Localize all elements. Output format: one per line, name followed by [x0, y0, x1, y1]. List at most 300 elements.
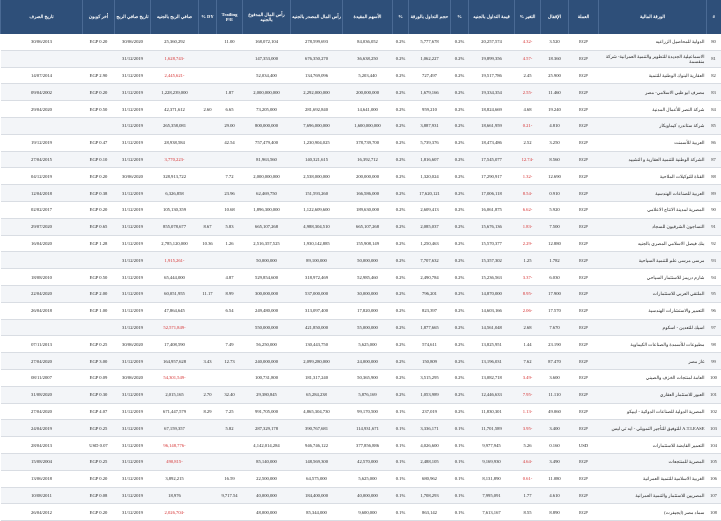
- profit-date-cell: 31/12/2019: [115, 101, 151, 118]
- table-row[interactable]: [1, 50, 721, 67]
- net-profit-cell: 28,938,584: [151, 134, 199, 151]
- volume-pct-cell: 0.2%: [393, 50, 409, 67]
- profit-date-cell: 30/06/2020: [115, 34, 151, 50]
- profit-date-cell: 31/12/2019: [115, 117, 151, 134]
- change-cell: 2.45: [515, 67, 541, 84]
- close-price-cell: 4.810: [541, 117, 569, 134]
- volume-pct-cell: 0.2%: [393, 252, 409, 269]
- header-pct2[interactable]: %: [393, 0, 409, 34]
- dy-cell: 3.43: [199, 353, 217, 370]
- change-cell: 2.52: [515, 134, 541, 151]
- paid-capital-cell: 300,000,000: [243, 285, 291, 302]
- table-row[interactable]: [1, 353, 721, 370]
- row-num: 81: [707, 50, 721, 67]
- table-row[interactable]: [1, 336, 721, 353]
- volume-pct-cell: 0.2%: [393, 201, 409, 218]
- volume-cell: 959,210: [409, 101, 451, 118]
- header-profit-date[interactable]: تاريخ صافي الربح: [115, 0, 151, 34]
- volume-cell: 2,488,105: [409, 453, 451, 470]
- last-coupon-cell: EGP 0.38: [83, 185, 115, 202]
- header-coupon-date[interactable]: تاريخ الصرف: [1, 0, 83, 34]
- trailing-pe-cell: 7.72: [217, 168, 243, 185]
- volume-cell: 1,062,227: [409, 50, 451, 67]
- dy-cell: [199, 201, 217, 218]
- volume-cell: 2,085,037: [409, 218, 451, 235]
- close-price-cell: 11.110: [541, 386, 569, 403]
- close-price-cell: 0.910: [541, 185, 569, 202]
- volume-pct-cell: 0.2%: [393, 84, 409, 101]
- change-cell: -7.95: [515, 386, 541, 403]
- paid-capital-cell: 4,142,014,284: [243, 437, 291, 454]
- issued-capital-cell: 4,988,304,510: [291, 218, 343, 235]
- volume-cell: 150,809: [409, 353, 451, 370]
- issued-capital-cell: 1,930,142,885: [291, 235, 343, 252]
- volume-pct-cell: 0.1%: [393, 470, 409, 487]
- change-cell: 7.62: [515, 353, 541, 370]
- coupon-date-cell: 26/04/2018: [1, 302, 83, 319]
- dy-cell: [199, 168, 217, 185]
- row-num: 105: [707, 453, 721, 470]
- last-coupon-cell: EGP 0.65: [83, 218, 115, 235]
- last-coupon-cell: EGP 2.00: [83, 285, 115, 302]
- listed-shares-cell: 189,630,000: [343, 201, 393, 218]
- header-trailing-pe[interactable]: Trailing P/E: [217, 0, 243, 34]
- net-profit-cell: 1,228,239,000: [151, 84, 199, 101]
- change-cell: -3.95: [515, 420, 541, 437]
- trailing-pe-cell: 6.65: [217, 101, 243, 118]
- currency-cell: EGP: [569, 235, 599, 252]
- security-name: شركة النصر للأعمال المدنية: [599, 101, 707, 118]
- profit-date-cell: 31/12/2019: [115, 437, 151, 454]
- net-profit-cell: 3,892,215: [151, 470, 199, 487]
- change-cell: -6.62: [515, 201, 541, 218]
- row-num: 89: [707, 185, 721, 202]
- table-row[interactable]: [1, 470, 721, 487]
- table-row[interactable]: [1, 420, 721, 437]
- issued-capital-cell: 134,769,096: [291, 67, 343, 84]
- table-row[interactable]: [1, 235, 721, 252]
- security-name: مطبوعات للأسمدة والصناعات الكيماوية: [599, 336, 707, 353]
- issued-capital-cell: 2,538,000,000: [291, 168, 343, 185]
- last-coupon-cell: EGP 0.20: [83, 504, 115, 521]
- trailing-pe-cell: 42.54: [217, 134, 243, 151]
- net-profit-cell: -52,571,849: [151, 319, 199, 336]
- volume-cell: 7,707,632: [409, 252, 451, 269]
- trailing-pe-cell: [217, 369, 243, 386]
- currency-cell: EGP: [569, 420, 599, 437]
- volume-pct-cell: 0.2%: [393, 353, 409, 370]
- trade-value-cell: 15,236,563: [469, 269, 515, 286]
- net-profit-cell: -1,915,261: [151, 252, 199, 269]
- close-price-cell: 11.460: [541, 84, 569, 101]
- trade-value-cell: 19,334,354: [469, 84, 515, 101]
- coupon-date-cell: 13/06/2018: [1, 470, 83, 487]
- listed-shares-cell: 200,000,000: [343, 168, 393, 185]
- net-profit-cell: 328,913,722: [151, 168, 199, 185]
- coupon-date-cell: 27/04/2015: [1, 151, 83, 168]
- trade-value-cell: 14,603,166: [469, 302, 515, 319]
- dy-cell: 8.29: [199, 403, 217, 420]
- coupon-date-cell: 28/04/2013: [1, 437, 83, 454]
- trade-pct-cell: 0.2%: [451, 369, 469, 386]
- coupon-date-cell: 09/04/2002: [1, 84, 83, 101]
- issued-capital-cell: 2,099,280,000: [291, 353, 343, 370]
- change-cell: -4.32: [515, 34, 541, 50]
- close-price-cell: 8.560: [541, 151, 569, 168]
- header-net-profit[interactable]: صافي الربح بالجنيه: [151, 0, 199, 34]
- volume-cell: 17,620,121: [409, 185, 451, 202]
- volume-pct-cell: 0.1%: [393, 453, 409, 470]
- last-coupon-cell: EGP 0.08: [83, 487, 115, 504]
- issued-capital-cell: 318,972,469: [291, 269, 343, 286]
- trade-value-cell: 17,006,118: [469, 185, 515, 202]
- table-row[interactable]: [1, 403, 721, 420]
- profit-date-cell: 31/12/2019: [115, 420, 151, 437]
- volume-pct-cell: 0.2%: [393, 285, 409, 302]
- trade-value-cell: 17,290,917: [469, 168, 515, 185]
- table-row[interactable]: [1, 185, 721, 202]
- trade-pct-cell: 0.2%: [451, 285, 469, 302]
- dy-cell: [199, 67, 217, 84]
- volume-cell: 2,609,413: [409, 201, 451, 218]
- net-profit-cell: 2,785,120,000: [151, 235, 199, 252]
- paid-capital-cell: 50,000,000: [243, 252, 291, 269]
- row-num: 98: [707, 336, 721, 353]
- dy-cell: [199, 84, 217, 101]
- issued-capital-cell: 130,443,750: [291, 336, 343, 353]
- currency-cell: EGP: [569, 504, 599, 521]
- change-cell: 8.55: [515, 504, 541, 521]
- last-coupon-cell: EGP 0.10: [83, 151, 115, 168]
- profit-date-cell: 31/12/2019: [115, 285, 151, 302]
- last-coupon-cell: [83, 117, 115, 134]
- listed-shares-cell: 14,641,000: [343, 101, 393, 118]
- change-cell: -4.64: [515, 453, 541, 470]
- table-row[interactable]: [1, 218, 721, 235]
- header-last-coupon[interactable]: أخر كوبون: [83, 0, 115, 34]
- table-row[interactable]: [1, 151, 721, 168]
- paid-capital-cell: 2,000,000,000: [243, 168, 291, 185]
- last-coupon-cell: [83, 50, 115, 67]
- table-row[interactable]: [1, 269, 721, 286]
- trailing-pe-cell: 4.87: [217, 269, 243, 286]
- security-name: الملتقي العربي للاستثمارات: [599, 285, 707, 302]
- row-num: 83: [707, 84, 721, 101]
- dy-cell: [199, 453, 217, 470]
- currency-cell: EGP: [569, 319, 599, 336]
- table-row[interactable]: [1, 504, 721, 521]
- net-profit-cell: 671,447,579: [151, 403, 199, 420]
- issued-capital-cell: 676,350,270: [291, 50, 343, 67]
- paid-capital-cell: 800,000,000: [243, 117, 291, 134]
- last-coupon-cell: EGP 0.30: [83, 386, 115, 403]
- last-coupon-cell: EGP 0.20: [83, 84, 115, 101]
- table-row[interactable]: [1, 117, 721, 134]
- net-profit-cell: 105,130,359: [151, 201, 199, 218]
- table-row[interactable]: [1, 34, 721, 50]
- net-profit-cell: 25,360,292: [151, 34, 199, 50]
- trade-value-cell: 17,545,077: [469, 151, 515, 168]
- header-dy[interactable]: DY %: [199, 0, 217, 34]
- close-price-cell: 3.400: [541, 420, 569, 437]
- row-num: 84: [707, 101, 721, 118]
- last-coupon-cell: [83, 319, 115, 336]
- last-coupon-cell: EGP 1.00: [83, 302, 115, 319]
- volume-pct-cell: 0.2%: [393, 34, 409, 50]
- net-profit-cell: -3,770,223: [151, 151, 199, 168]
- close-price-cell: 8.890: [541, 504, 569, 521]
- volume-pct-cell: 0.2%: [393, 235, 409, 252]
- trade-pct-cell: 0.2%: [451, 168, 469, 185]
- profit-date-cell: 31/12/2019: [115, 353, 151, 370]
- paid-capital-cell: 147,353,000: [243, 50, 291, 67]
- volume-pct-cell: 0.2%: [393, 185, 409, 202]
- trade-value-cell: 14,561,048: [469, 319, 515, 336]
- security-name: غاز مصر: [599, 353, 707, 370]
- coupon-date-cell: 18/08/2010: [1, 269, 83, 286]
- change-cell: -2.06: [515, 302, 541, 319]
- trade-pct-cell: 0.2%: [451, 269, 469, 286]
- volume-cell: 1,679,166: [409, 84, 451, 101]
- row-num: 87: [707, 151, 721, 168]
- close-price-cell: 4.610: [541, 487, 569, 504]
- listed-shares-cell: 99,170,500: [343, 403, 393, 420]
- trade-pct-cell: 0.2%: [451, 403, 469, 420]
- dy-cell: [199, 420, 217, 437]
- header-num[interactable]: #: [707, 0, 721, 34]
- trailing-pe-cell: [217, 453, 243, 470]
- profit-date-cell: 31/12/2019: [115, 269, 151, 286]
- listed-shares-cell: 114,931,671: [343, 420, 393, 437]
- close-price-cell: 3.250: [541, 134, 569, 151]
- change-cell: -2.29: [515, 235, 541, 252]
- profit-date-cell: 30/06/2020: [115, 168, 151, 185]
- last-coupon-cell: [83, 252, 115, 269]
- volume-pct-cell: 0.1%: [393, 403, 409, 420]
- header-volume[interactable]: حجم التداول بالورقة: [409, 0, 451, 34]
- row-num: 90: [707, 201, 721, 218]
- row-num: 92: [707, 235, 721, 252]
- close-price-cell: 7.500: [541, 218, 569, 235]
- trailing-pe-cell: 12.73: [217, 353, 243, 370]
- trade-value-cell: 7,995,091: [469, 487, 515, 504]
- profit-date-cell: 31/12/2019: [115, 218, 151, 235]
- close-price-cell: 6.030: [541, 269, 569, 286]
- trade-value-cell: 16,061,875: [469, 201, 515, 218]
- volume-cell: 3,515,295: [409, 369, 451, 386]
- paid-capital-cell: 22,500,000: [243, 470, 291, 487]
- currency-cell: EGP: [569, 117, 599, 134]
- table-row[interactable]: [1, 201, 721, 218]
- listed-shares-cell: 24,000,000: [343, 353, 393, 370]
- dy-cell: [199, 34, 217, 50]
- change-cell: -2.55: [515, 84, 541, 101]
- table-row[interactable]: [1, 487, 721, 504]
- dy-cell: [199, 134, 217, 151]
- table-row[interactable]: [1, 437, 721, 454]
- profit-date-cell: 31/12/2019: [115, 201, 151, 218]
- paid-capital-cell: 48,000,000: [243, 504, 291, 521]
- last-coupon-cell: EGP 1.28: [83, 235, 115, 252]
- volume-cell: 727,497: [409, 67, 451, 84]
- profit-date-cell: 31/12/2019: [115, 302, 151, 319]
- header-name[interactable]: الورقة المالية: [599, 0, 707, 34]
- issued-capital-cell: 85,344,000: [291, 504, 343, 521]
- row-num: 107: [707, 487, 721, 504]
- trailing-pe-cell: 8.99: [217, 285, 243, 302]
- change-cell: 1.25: [515, 252, 541, 269]
- profit-date-cell: 31/12/2019: [115, 134, 151, 151]
- paid-capital-cell: 62,469,750: [243, 185, 291, 202]
- listed-shares-cell: 1,600,000,000: [343, 117, 393, 134]
- change-cell: 5.26: [515, 437, 541, 454]
- change-cell: 2.68: [515, 319, 541, 336]
- issued-capital-cell: 313,097,400: [291, 302, 343, 319]
- close-price-cell: 3.600: [541, 369, 569, 386]
- issued-capital-cell: 278,599,693: [291, 34, 343, 50]
- currency-cell: EGP: [569, 134, 599, 151]
- table-row[interactable]: [1, 386, 721, 403]
- paid-capital-cell: 2,516,357,525: [243, 235, 291, 252]
- volume-pct-cell: 0.2%: [393, 269, 409, 286]
- table-row[interactable]: [1, 252, 721, 269]
- volume-pct-cell: 0.1%: [393, 437, 409, 454]
- trade-pct-cell: 0.2%: [451, 201, 469, 218]
- issued-capital-cell: 281,692,840: [291, 101, 343, 118]
- table-row[interactable]: [1, 134, 721, 151]
- security-name: الشركة الوطنية للتنمية العقارية و التشييد: [599, 151, 707, 168]
- trailing-pe-cell: [217, 151, 243, 168]
- row-num: 96: [707, 302, 721, 319]
- trailing-pe-cell: 16.59: [217, 470, 243, 487]
- table-row[interactable]: [1, 84, 721, 101]
- volume-cell: 1,708,293: [409, 487, 451, 504]
- profit-date-cell: 30/06/2020: [115, 369, 151, 386]
- row-num: 100: [707, 369, 721, 386]
- table-row[interactable]: [1, 302, 721, 319]
- trade-pct-cell: 0.2%: [451, 386, 469, 403]
- dy-cell: [199, 336, 217, 353]
- dy-cell: [199, 369, 217, 386]
- currency-cell: EGP: [569, 201, 599, 218]
- net-profit-cell: -490,815: [151, 453, 199, 470]
- header-pct[interactable]: %: [451, 0, 469, 34]
- row-num: 80: [707, 34, 721, 50]
- header-shares[interactable]: الأسهم المقيدة: [343, 0, 393, 34]
- trade-pct-cell: 0.1%: [451, 437, 469, 454]
- volume-cell: 796,201: [409, 285, 451, 302]
- security-name: مرسى مرسى علم للتنمية السياحية: [599, 252, 707, 269]
- last-coupon-cell: EGP 0.25: [83, 336, 115, 353]
- profit-date-cell: 31/12/2019: [115, 252, 151, 269]
- paid-capital-cell: 287,329,178: [243, 420, 291, 437]
- trade-value-cell: 13,196,031: [469, 353, 515, 370]
- currency-cell: EGP: [569, 84, 599, 101]
- trade-value-cell: 12,446,633: [469, 386, 515, 403]
- paid-capital-cell: 100,731,800: [243, 369, 291, 386]
- row-num: 93: [707, 252, 721, 269]
- currency-cell: EGP: [569, 269, 599, 286]
- trailing-pe-cell: [217, 252, 243, 269]
- security-name: القناة للتوكيلات الملاحية: [599, 168, 707, 185]
- profit-date-cell: 31/12/2019: [115, 50, 151, 67]
- header-paid-capital[interactable]: رأس المال المدفوع بالجنيه: [243, 0, 291, 34]
- trade-pct-cell: 0.2%: [451, 117, 469, 134]
- listed-shares-cell: 30,000,000: [343, 285, 393, 302]
- dy-cell: [199, 151, 217, 168]
- currency-cell: EGP: [569, 386, 599, 403]
- table-row[interactable]: [1, 101, 721, 118]
- paid-capital-cell: 991,705,000: [243, 403, 291, 420]
- row-num: 95: [707, 285, 721, 302]
- trade-value-cell: 11,830,301: [469, 403, 515, 420]
- change-cell: -4.57: [515, 50, 541, 67]
- close-price-cell: 3.520: [541, 34, 569, 50]
- paid-capital-cell: 52,034,400: [243, 67, 291, 84]
- trade-pct-cell: 0.2%: [451, 50, 469, 67]
- dy-cell: 2.70: [199, 386, 217, 403]
- security-name: الاسماعيلية الجديدة للتطوير والتنمية العمرانية- شركة منقسمة: [599, 50, 707, 67]
- header-close[interactable]: الإقفال: [541, 0, 569, 34]
- profit-date-cell: 31/12/2019: [115, 470, 151, 487]
- header-trade-value[interactable]: قيمة التداول بالجنيه: [469, 0, 515, 34]
- volume-cell: 1,816,607: [409, 151, 451, 168]
- header-change[interactable]: التغير %: [515, 0, 541, 34]
- profit-date-cell: 30/06/2020: [115, 336, 151, 353]
- change-cell: -3.37: [515, 269, 541, 286]
- dy-cell: 11.17: [199, 285, 217, 302]
- close-price-cell: 3.490: [541, 453, 569, 470]
- volume-pct-cell: 0.2%: [393, 117, 409, 134]
- listed-shares-cell: 200,000,000: [343, 84, 393, 101]
- currency-cell: EGP: [569, 252, 599, 269]
- issued-capital-cell: 89,100,000: [291, 252, 343, 269]
- row-num: 99: [707, 353, 721, 370]
- security-name: العامة لمنتجات الخزف والصيني: [599, 369, 707, 386]
- row-num: 85: [707, 117, 721, 134]
- table-row[interactable]: [1, 285, 721, 302]
- change-cell: -0.61: [515, 470, 541, 487]
- row-num: 97: [707, 319, 721, 336]
- trade-value-cell: 15,357,302: [469, 252, 515, 269]
- last-coupon-cell: EGP 0.09: [83, 369, 115, 386]
- profit-date-cell: 31/12/2019: [115, 487, 151, 504]
- dy-cell: [199, 50, 217, 67]
- header-issued-capital[interactable]: رأس المال المصدر بالجنيه: [291, 0, 343, 34]
- currency-cell: EGP: [569, 336, 599, 353]
- issued-capital-cell: 65,284,238: [291, 386, 343, 403]
- table-row[interactable]: [1, 453, 721, 470]
- header-currency[interactable]: العملة: [569, 0, 599, 34]
- listed-shares-cell: 55,000,000: [343, 319, 393, 336]
- trade-value-cell: 7,613,167: [469, 504, 515, 521]
- net-profit-cell: 164,957,628: [151, 353, 199, 370]
- currency-cell: EGP: [569, 285, 599, 302]
- listed-shares-cell: 166,586,000: [343, 185, 393, 202]
- table-row[interactable]: [1, 67, 721, 84]
- table-row[interactable]: [1, 319, 721, 336]
- change-cell: 1.77: [515, 487, 541, 504]
- last-coupon-cell: EGP 0.50: [83, 101, 115, 118]
- table-row[interactable]: [1, 168, 721, 185]
- trade-value-cell: 13,082,718: [469, 369, 515, 386]
- last-coupon-cell: EGP 0.20: [83, 168, 115, 185]
- profit-date-cell: 31/12/2019: [115, 151, 151, 168]
- trailing-pe-cell: 6.54: [217, 302, 243, 319]
- trade-pct-cell: 0.2%: [451, 218, 469, 235]
- table-row[interactable]: [1, 369, 721, 386]
- profit-date-cell: 31/12/2019: [115, 84, 151, 101]
